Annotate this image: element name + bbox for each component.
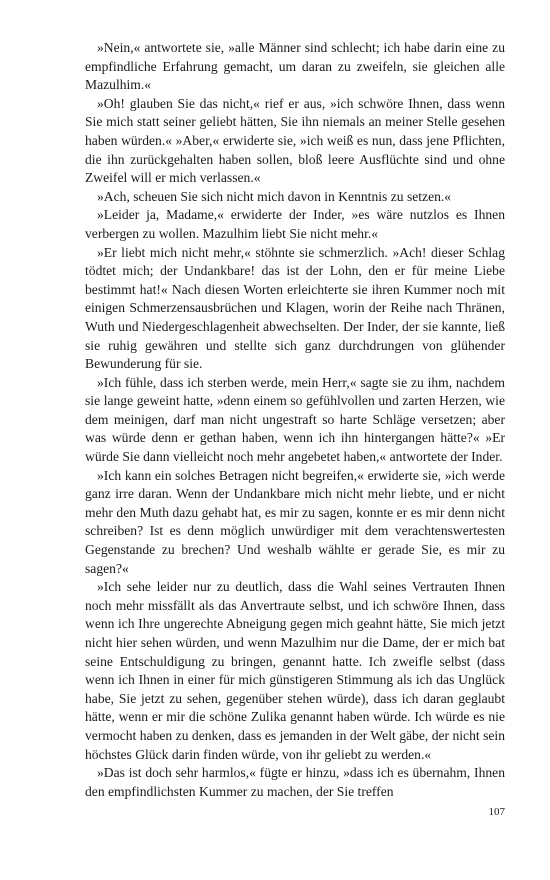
paragraph: »Oh! glauben Sie das nicht,« rief er aus, »ich schwöre Ihnen, dass wenn Sie mich statt seiner geliebt hätten, Sie ihn niemals an meiner Stelle gesehen haben würden.« »Aber,« erwiderte sie, »ich weiß es nun, dass jene Pflichten, die ihn zurückgehalten haben sollen, bloß leere Ausflüchte sind und ohne Zweifel will er mich verlassen.« xyxy=(85,95,505,186)
paragraph: »Ich fühle, dass ich sterben werde, mein Herr,« sagte sie zu ihm, nachdem sie lange geweint hatte, »denn einem so gefühlvollen und zarten Herzen, wie dem meinigen, darf man nicht ungestraft so harte Schläge versetzen; aber was würde denn er gethan haben, wenn ich ihn hintergangen hätte?« »Er würde Sie dann vielleicht noch mehr angebetet haben,« antwortete der Inder. xyxy=(85,374,505,465)
paragraph: »Das ist doch sehr harmlos,« fügte er hinzu, »dass ich es übernahm, Ihnen den empfindlichsten Kummer zu machen, der Sie treffen xyxy=(85,765,505,799)
paragraph: »Ich kann ein solches Betragen nicht begreifen,« erwiderte sie, »ich werde ganz irre daran. Wenn der Undankbare mich nicht mehr liebte, und er nicht mehr den Muth dazu gehabt hat, es mir zu sagen, konnte er es mir denn nicht schreiben? Ist es denn möglich unwürdiger mit dem verachtenswertesten Gegenstande zu brechen? Und weshalb wählte er gerade Sie, es mir zu sagen?« xyxy=(85,467,505,576)
paragraph: »Leider ja, Madame,« erwiderte der Inder, »es wäre nutzlos es Ihnen verbergen zu wollen. Mazulhim liebt Sie nicht mehr.« xyxy=(85,207,505,241)
paragraph: »Nein,« antwortete sie, »alle Männer sind schlecht; ich habe darin eine zu empfindliche Erfahrung gemacht, um daran zu zweifeln, sie gleichen alle Mazulhim.« xyxy=(85,40,505,93)
body-text xyxy=(85,39,505,801)
paragraph: »Er liebt mich nicht mehr,« stöhnte sie schmerzlich. »Ach! dieser Schlag tödtet mich; der Undankbare! das ist der Lohn, den er für meine Liebe bestimmt hat!« Nach diesen Worten erleichterte sie ihren Kummer noch mit einigen Schmerzensausbrüchen und Klagen, worin der Reihe nach Thränen, Wuth und Niedergeschlagenheit abwechselten. Der Inder, der sie kannte, ließ sie ruhig gewähren und stellte sich ganz durchdrungen von glühender Bewunderung für sie. xyxy=(85,244,505,372)
paragraph: »Ach, scheuen Sie sich nicht mich davon in Kenntnis zu setzen.« xyxy=(97,188,452,204)
paragraph: »Ich sehe leider nur zu deutlich, dass die Wahl seines Vertrauten Ihnen noch mehr missfällt als das Anvertraute selbst, und ich schwöre Ihnen, dass wenn ich Ihre ungerechte Abneigung gegen mich geahnt hätte, Sie mich jetzt nicht hier sehen würden, und wenn Mazulhim nur die Dame, der er mich bat seine Entschuldigung zu bringen, genannt hatte. Ich zweifle selbst (dass wenn ich Ihnen in einer für mich günstigeren Stimmung als ich das Unglück habe, Sie jetzt zu sehen, gegenüber stehen würde), dass ich daran geglaubt hätte, wenn er mir die schöne Zulika genannt haben würde. Ich würde es nie vermocht haben zu denken, dass es jemanden in der Welt gäbe, der nicht sein höchstes Glück darin finden würde, von ihr geliebt zu werden.« xyxy=(85,579,505,762)
page-number: 107 xyxy=(488,806,505,818)
